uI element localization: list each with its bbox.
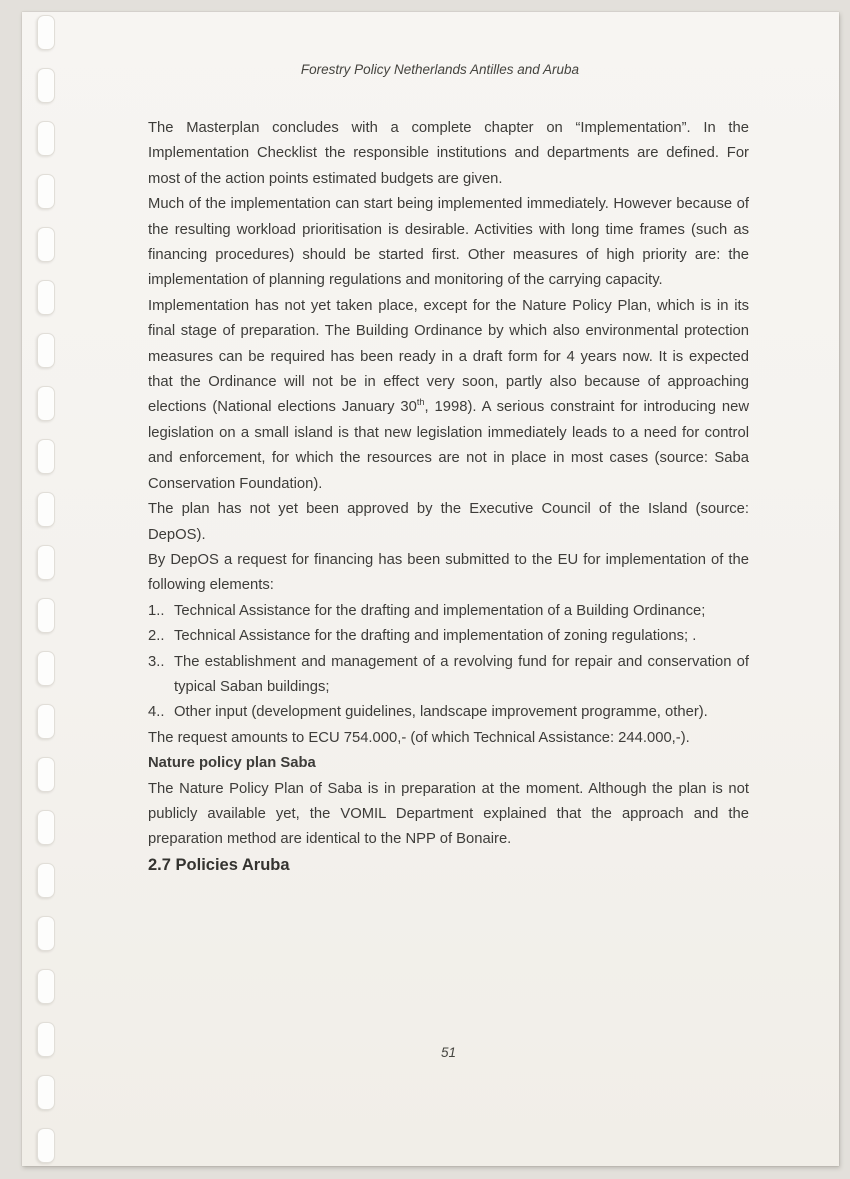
binding-hole: [37, 704, 55, 739]
binding-hole: [37, 492, 55, 527]
running-header: Forestry Policy Netherlands Antilles and Aruba: [300, 62, 580, 77]
list-text: Other input (development guidelines, landscape improvement programme, other).: [174, 704, 708, 721]
list-item-2: [148, 624, 749, 649]
line-request-amount: The request amounts to ECU 754.000,- (of which Technical Assistance: 244.000,-).: [148, 729, 690, 746]
list-number: 2..: [148, 628, 165, 645]
list-number: 1..: [148, 602, 165, 619]
binding-hole: [37, 174, 55, 209]
binding-hole: [37, 15, 55, 50]
heading-2-7-policies-aruba: 2.7 Policies Aruba: [148, 855, 290, 874]
heading-nature-policy-plan-saba: Nature policy plan Saba: [148, 755, 316, 772]
paragraph-eu-request: By DepOS a request for financing has been submitted to the EU for implementation of the following elements:: [148, 551, 749, 594]
binding-hole: [37, 598, 55, 633]
binding-hole: [37, 280, 55, 315]
binding-hole: [37, 757, 55, 792]
page-body: [148, 116, 749, 878]
binding-hole: [37, 121, 55, 156]
binding-hole: [37, 651, 55, 686]
binding-hole: [37, 68, 55, 103]
binding-hole: [37, 386, 55, 421]
binding-hole: [37, 863, 55, 898]
line-plan-approval: The plan has not yet been approved by the Executive Council of the Island (source: DepOS).: [148, 501, 749, 543]
binding-holes: [37, 12, 59, 1166]
binding-hole: [37, 1128, 55, 1163]
status-text-before-sup: Implementation has not yet taken place, except for the Nature Policy Plan, which is in its final stage of preparation. The Building Ordinance by which also environmental protection measures can be required has been ready in a draft form for 4 years now. It is expected that the Ordinance will not be in effect very soon, partly also because of approaching elections (National elections January 30: [148, 297, 749, 416]
list-text: Technical Assistance for the drafting and implementation of zoning regulations; .: [174, 628, 697, 645]
list-text: Technical Assistance for the drafting and implementation of a Building Ordinance;: [174, 602, 706, 619]
binding-hole: [37, 227, 55, 262]
status-text-after-sup: , 1998). A serious constraint for introducing new legislation on a small island is that new legislation immediately leads to a need for control and enforcement, for which the resources are not in place in most cases (source: Saba Conservation Foundation).: [148, 399, 749, 492]
paragraph-nature-policy-plan: The Nature Policy Plan of Saba is in preparation at the moment. Although the plan is not publicly available yet, the VOMIL Department explained that the approach and the preparation method are identical to the NPP of Bonaire.: [148, 780, 749, 848]
list-text: The establishment and management of a revolving fund for repair and conservation of typical Saban buildings;: [174, 653, 749, 695]
binding-hole: [37, 1075, 55, 1110]
document-page: [22, 12, 839, 1166]
binding-hole: [37, 439, 55, 474]
binding-hole: [37, 1022, 55, 1057]
binding-hole: [37, 916, 55, 951]
list-item-4: [148, 700, 749, 725]
binding-hole: [37, 810, 55, 845]
binding-hole: [37, 333, 55, 368]
list-item-3: [148, 650, 749, 701]
binding-hole: [37, 969, 55, 1004]
list-number: 4..: [148, 704, 165, 721]
binding-hole: [37, 545, 55, 580]
ordinal-superscript: th: [416, 397, 425, 408]
paragraph-masterplan: The Masterplan concludes with a complete chapter on “Implementation”. In the Implementation Checklist the responsible institutions and departments are defined. For most of the action points estimated budgets are given.: [148, 120, 749, 187]
paragraph-implementation-status: [148, 294, 749, 497]
list-item-1: [148, 599, 749, 624]
list-number: 3..: [148, 653, 165, 670]
paragraph-implementation-start: Much of the implementation can start being implemented immediately. However because of the resulting workload prioritisation is desirable. Activities with long time frames (such as financing procedures) should be started first. Other measures of high priority are: the implementation of planning regulations and monitoring of the carrying capacity.: [148, 196, 749, 289]
page-number: 51: [440, 1045, 457, 1060]
